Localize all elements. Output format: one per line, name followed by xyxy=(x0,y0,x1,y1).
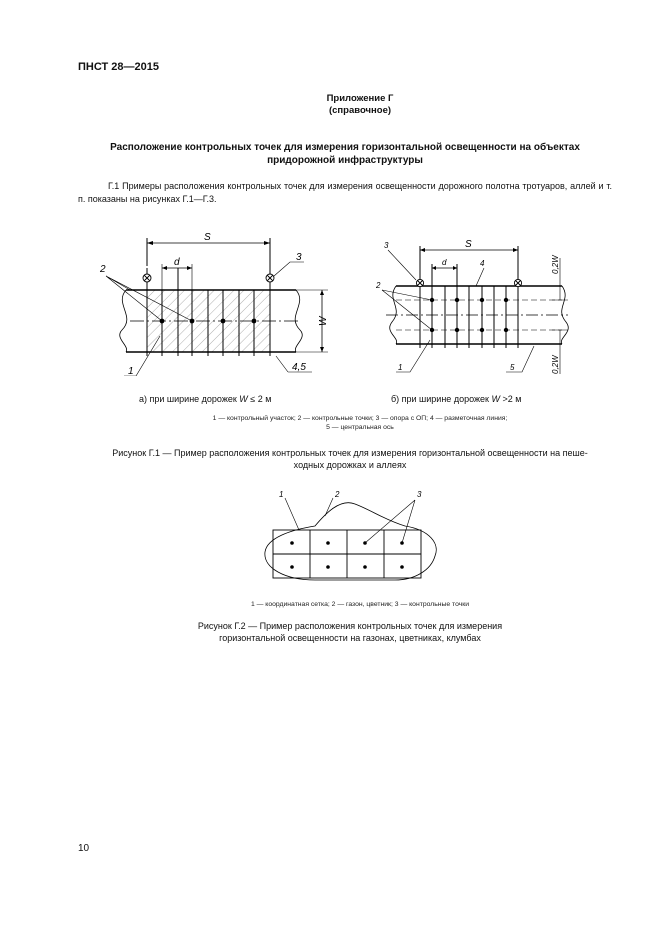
appendix-heading xyxy=(60,93,660,117)
appendix-type: (справочное) xyxy=(328,105,392,116)
caption-var: W xyxy=(491,394,500,404)
label-3: 3 xyxy=(384,241,389,250)
label-w: W xyxy=(318,316,329,326)
legend-line: 5 — центральная ось xyxy=(326,424,394,431)
label-45: 4,5 xyxy=(292,362,306,373)
label-d: d xyxy=(442,258,447,267)
caption-suffix: ≤ 2 м xyxy=(247,394,272,404)
label-2: 2 xyxy=(100,264,106,275)
section-title-line1: Расположение контрольных точек для измерения горизонтальной освещенности на объектах xyxy=(110,142,580,153)
caption-line: горизонтальной освещенности на газонах, цветниках, клумбах xyxy=(219,633,481,643)
label-2: 2 xyxy=(376,281,381,290)
section-title-line2: придорожной инфраструктуры xyxy=(267,155,423,166)
label-02w-top: 0,2W xyxy=(551,255,560,274)
caption-line: Рисунок Г.2 — Пример расположения контрольных точек для измерения xyxy=(197,621,503,631)
coordinate-grid xyxy=(273,530,421,578)
figure1b-diagram xyxy=(372,228,580,378)
document-code: ПНСТ 28—2015 xyxy=(78,61,160,73)
label-1: 1 xyxy=(128,366,134,376)
callout-2-line xyxy=(325,498,333,516)
callout-2-lines xyxy=(382,290,432,330)
callout-3-lines xyxy=(365,500,415,543)
label-1: 1 xyxy=(398,363,403,372)
figure1b-caption xyxy=(391,394,521,404)
figure1a-diagram xyxy=(90,226,350,376)
break-line-left xyxy=(120,290,127,352)
label-s: S xyxy=(465,239,472,250)
label-02w-bottom: 0,2W xyxy=(551,355,560,374)
label-4: 4 xyxy=(480,259,485,268)
section-title xyxy=(78,141,612,167)
intro-paragraph: Г.1 Примеры расположения контрольных точек для измерения освещенности дорожного полотна тротуаров, аллей и т. п. показаны на рисунках Г.1—Г.3. xyxy=(78,181,612,204)
label-3: 3 xyxy=(417,490,422,499)
label-2: 2 xyxy=(335,490,340,499)
caption-line: ходных дорожках и аллеях xyxy=(293,460,407,470)
caption-text: б) при ширине дорожек xyxy=(391,394,492,404)
figure1-legend xyxy=(60,414,660,432)
label-3: 3 xyxy=(296,252,302,263)
appendix-title: Приложение Г xyxy=(326,93,394,104)
legend-line: 1 — контрольный участок; 2 — контрольные точки; 3 — опора с ОП; 4 — разметочная линия; xyxy=(212,415,508,422)
label-5: 5 xyxy=(510,363,515,372)
figure1-caption xyxy=(70,447,630,471)
figure2-diagram xyxy=(255,484,455,594)
figure1a-caption xyxy=(139,394,271,404)
callout-4-line xyxy=(476,268,484,286)
label-1: 1 xyxy=(279,490,284,499)
label-s: S xyxy=(204,232,211,243)
figure2-caption xyxy=(70,620,630,644)
callout-3-line xyxy=(388,250,416,280)
caption-suffix: >2 м xyxy=(499,394,522,404)
label-d: d xyxy=(174,257,180,268)
caption-text: а) при ширине дорожек xyxy=(139,394,240,404)
caption-var: W xyxy=(239,394,248,404)
caption-line: Рисунок Г.1 — Пример расположения контрольных точек для измерения горизонтальной освещенности на пеше- xyxy=(112,448,588,458)
grid-lines xyxy=(420,246,518,348)
callout-1-line xyxy=(285,498,299,530)
callout-3-line xyxy=(274,262,304,276)
figure2-legend: 1 — координатная сетка; 2 — газон, цветник; 3 — контрольные точки xyxy=(250,601,470,608)
pole-icon xyxy=(143,274,274,282)
page-number: 10 xyxy=(78,843,90,854)
